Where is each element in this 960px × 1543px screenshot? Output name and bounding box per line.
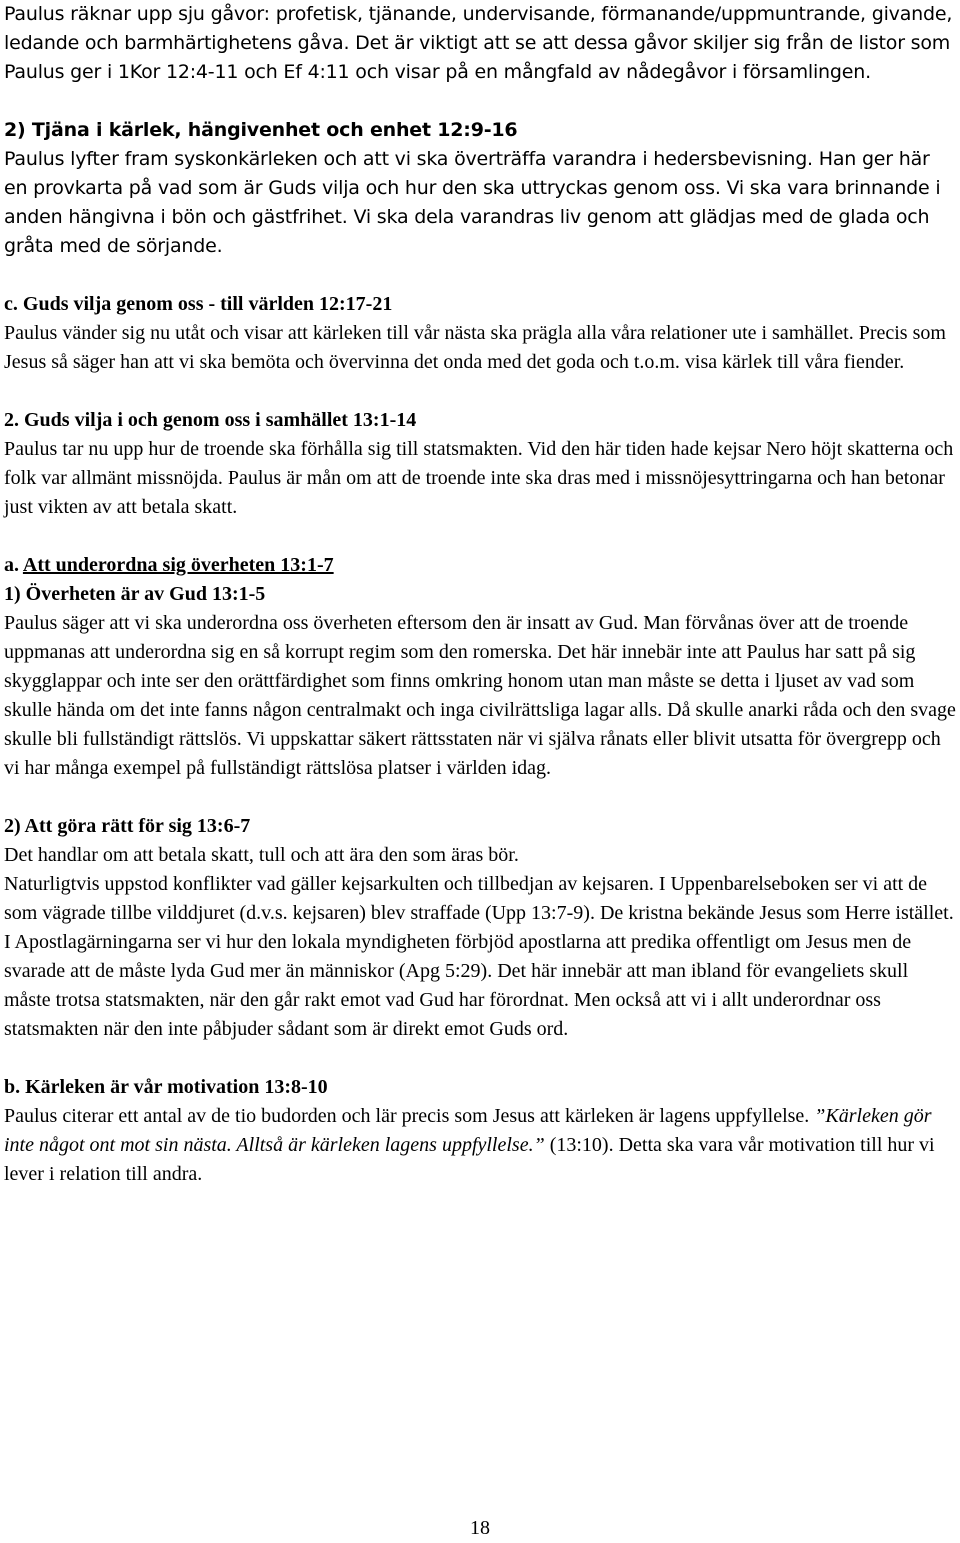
section-heading-prefix: a. [4,554,19,576]
section-subheading: 1) Överheten är av Gud 13:1-5 [4,583,266,605]
paragraph-text-after: (13:10). Detta ska vara vår motivation till hur vi lever i relation till andra. [4,1134,935,1185]
intro-paragraph: Paulus räknar upp sju gåvor: profetisk, tjänande, undervisande, förmanande/uppmuntrande, givande, ledande och barmhärtighetens gåva. Det är viktigt att se att dessa gåvor skiljer sig från de listor som Paulus ger i 1Kor 12:4-11 och Ef 4:11 och visar på en mångfald av nådegåvor i församlingen. [4,3,953,83]
section-submit-to-authorities [4,551,958,783]
section-heading [4,406,958,435]
section-love-motivation [4,1073,958,1189]
section-heading [4,290,958,319]
section-paragraph [4,1102,958,1189]
document-page [4,0,958,1189]
section-heading-prefix: c. [4,293,18,315]
intro-block [4,0,958,87]
page-number: 18 [470,1517,490,1539]
section-heading-text: Guds vilja i och genom oss i samhället 13:1-14 [24,409,417,431]
section-heading: 2) Att göra rätt för sig 13:6-7 [4,815,251,837]
section-gods-will-in-society [4,406,958,522]
section-paragraph: Paulus lyfter fram syskonkärleken och att vi ska överträffa varandra i hedersbevisning. Han ger här en provkarta på vad som är Guds vilja och hur den ska uttryckas genom oss. Vi ska vara brinnande i anden hängivna i bön och gästfrihet. Vi ska dela varandras liv genom att glädjas med de glada och gråta med de sörjande. [4,148,941,257]
section-do-right [4,812,958,1044]
paragraph-text-before: Paulus citerar ett antal av de tio budorden och lär precis som Jesus att kärleken är lagens uppfyllelse. [4,1105,810,1127]
section-heading: 2) Tjäna i kärlek, hängivenhet och enhet 12:9-16 [4,119,518,141]
section-paragraph: Paulus säger att vi ska underordna oss överheten eftersom den är insatt av Gud. Man förvånas över att de troende uppmanas att underordna sig en så korrupt regim som den romerska. Det här innebär inte att Paulus har satt på sig skygglappar och inte ser den orättfärdighet som finns omkring honom utan man måste se detta i ljuset av vad som skulle hända om det inte fanns någon centralmakt och inga civilrättsliga lagar alls. Då skulle anarki råda och den svage skulle bli fullständigt rättslös. Vi uppskattar säkert rättsstaten när vi själva rånats eller blivit utsatta för övergrepp och vi har många exempel på fullständigt rättslösa platser i världen idag. [4,612,956,779]
section-heading-prefix: 2. [4,409,19,431]
section-heading-text: Guds vilja genom oss - till världen 12:17-21 [22,293,393,315]
section-heading: b. Kärleken är vår motivation 13:8-10 [4,1076,328,1098]
section-heading [4,551,958,580]
section-serve-in-love [4,116,958,261]
section-paragraph: Paulus vänder sig nu utåt och visar att kärleken till vår nästa ska prägla alla våra relationer ute i samhället. Precis som Jesus så säger han att vi ska bemöta och övervinna det onda med det goda och t.o.m. visa kärlek till våra fiender. [4,322,946,373]
section-paragraph-line: Det handlar om att betala skatt, tull och att ära den som äras bör. [4,844,519,866]
section-paragraph: Naturligtvis uppstod konflikter vad gäller kejsarkulten och tillbedjan av kejsaren. I Uppenbarelseboken ser vi att de som vägrade tillbe vilddjuret (d.v.s. kejsaren) blev straffade (Upp 13:7-9). De kristna bekände Jesus som Herre istället. I Apostlagärningarna ser vi hur den lokala myndigheten förbjöd apostlarna att predika offentligt om Jesus men de svarade att de måste lyda Gud mer än människor (Apg 5:29). Det här innebär att man ibland för evangeliets skull måste trotsa statsmakten, när den går rakt emot vad Gud har förordnat. Men också att vi i allt underordnar oss statsmakten när den inte påbjuder sådant som är direkt emot Guds ord. [4,873,954,1040]
section-heading-text: Att underordna sig överheten 13:1-7 [22,554,334,576]
section-paragraph: Paulus tar nu upp hur de troende ska förhålla sig till statsmakten. Vid den här tiden hade kejsar Nero höjt skatterna och folk var allmänt missnöjda. Paulus är mån om att de troende inte ska dras med i missnöjesyttringarna och han betonar just vikten av att betala skatt. [4,438,954,518]
scripture-quote: ”Kärleken gör inte något ont mot sin nästa. Alltså är kärleken lagens uppfyllelse.” [4,1105,932,1156]
section-gods-will-to-world [4,290,958,377]
